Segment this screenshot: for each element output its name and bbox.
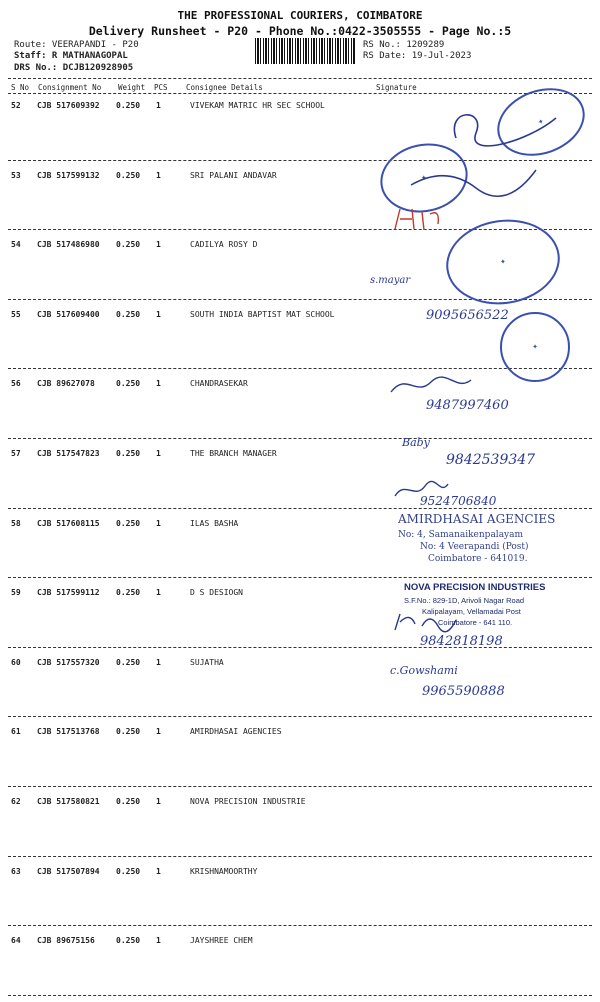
row-pcs: 1 bbox=[156, 518, 161, 528]
agency-stamp-line: Coimbatore - 641019. bbox=[428, 554, 528, 564]
col-pcs: PCS bbox=[154, 83, 168, 92]
row-consignment-no: CJB 89675156 bbox=[37, 936, 95, 946]
row-consignment-no: CJB 517609400 bbox=[37, 309, 100, 319]
row-divider bbox=[8, 786, 592, 787]
row-weight: 0.250 bbox=[116, 797, 141, 806]
row-sno: 57 bbox=[11, 449, 21, 458]
row-consignment-no: CJB 89627078 bbox=[37, 379, 95, 389]
row-consignee: SOUTH INDIA BAPTIST MAT SCHOOL bbox=[190, 309, 335, 319]
row-pcs: 1 bbox=[156, 449, 161, 458]
row-sno: 61 bbox=[11, 727, 21, 737]
row-sno: 56 bbox=[11, 379, 21, 389]
receiver-name: s.mayar bbox=[370, 275, 411, 286]
signature-scribble bbox=[406, 160, 546, 200]
bank-seal: ✦ bbox=[500, 312, 570, 382]
row-weight: 0.250 bbox=[116, 588, 141, 598]
row-consignment-no: CJB 517557320 bbox=[37, 657, 100, 667]
nova-stamp-line: Kalipalayam, Vellamadai Post bbox=[422, 607, 521, 616]
agency-stamp-line: No: 4, Samanaikenpalayam bbox=[398, 530, 524, 540]
temple-seal: ✦ bbox=[374, 136, 474, 221]
row-weight: 0.250 bbox=[116, 379, 141, 389]
row-consignment-no: CJB 517599132 bbox=[37, 170, 100, 180]
row-sno: 60 bbox=[11, 657, 21, 667]
row-consignee: KRISHNAMOORTHY bbox=[190, 866, 258, 876]
col-consignee: Consignee Details bbox=[186, 83, 263, 92]
row-weight: 0.250 bbox=[116, 101, 141, 110]
signature-scribble bbox=[390, 610, 460, 635]
row-consignee: THE BRANCH MANAGER bbox=[190, 449, 277, 458]
row-sno: 53 bbox=[11, 170, 21, 180]
row-sno: 62 bbox=[11, 797, 21, 806]
row-weight: 0.250 bbox=[116, 449, 141, 458]
receiver-phone: 9487997460 bbox=[426, 398, 509, 413]
row-consignment-no: CJB 517547823 bbox=[37, 449, 100, 458]
row-pcs: 1 bbox=[156, 727, 161, 737]
row-consignee: ILAS BASHA bbox=[190, 518, 239, 528]
row-consignee: JAYSHREE CHEM bbox=[190, 936, 253, 946]
row-pcs: 1 bbox=[156, 101, 161, 110]
receiver-phone: 9842539347 bbox=[446, 452, 536, 468]
table-row bbox=[0, 793, 600, 863]
rs-date: RS Date: 19-Jul-2023 bbox=[363, 51, 472, 61]
row-weight: 0.250 bbox=[116, 727, 141, 737]
row-divider bbox=[8, 925, 592, 926]
nova-stamp-name: NOVA PRECISION INDUSTRIES bbox=[404, 582, 546, 593]
receiver-phone: 9524706840 bbox=[420, 494, 497, 508]
row-pcs: 1 bbox=[156, 240, 161, 250]
row-weight: 0.250 bbox=[116, 657, 141, 667]
row-consignment-no: CJB 517609392 bbox=[37, 101, 100, 110]
drs-number: DRS No.: DCJB120928905 bbox=[14, 63, 134, 73]
row-consignee: CHANDRASEKAR bbox=[190, 379, 248, 389]
route-label: Route: VEERAPANDI - P20 bbox=[14, 40, 139, 50]
row-pcs: 1 bbox=[156, 797, 161, 806]
col-weight: Weight bbox=[118, 83, 146, 92]
row-consignment-no: CJB 517608115 bbox=[37, 518, 100, 528]
table-row bbox=[0, 932, 600, 1002]
row-weight: 0.250 bbox=[116, 866, 141, 876]
row-pcs: 1 bbox=[156, 170, 161, 180]
row-sno: 55 bbox=[11, 309, 21, 319]
row-pcs: 1 bbox=[156, 309, 161, 319]
row-consignee: AMIRDHASAI AGENCIES bbox=[190, 727, 282, 737]
agency-stamp-name: AMIRDHASAI AGENCIES bbox=[398, 512, 556, 526]
row-pcs: 1 bbox=[156, 866, 161, 876]
col-signature: Signature bbox=[376, 83, 417, 92]
row-divider bbox=[8, 995, 592, 996]
header-divider bbox=[8, 78, 592, 79]
staff-label: Staff: R MATHANAGOPAL bbox=[14, 51, 128, 61]
nova-stamp-line: Coimbatore - 641 110. bbox=[438, 618, 513, 627]
row-consignment-no: CJB 517507894 bbox=[37, 866, 100, 876]
barcode bbox=[255, 38, 355, 64]
col-consignment: Consignment No bbox=[38, 83, 102, 92]
row-sno: 63 bbox=[11, 866, 21, 876]
row-weight: 0.250 bbox=[116, 936, 141, 946]
row-sno: 64 bbox=[11, 936, 21, 946]
row-divider bbox=[8, 856, 592, 857]
row-sno: 58 bbox=[11, 518, 21, 528]
row-pcs: 1 bbox=[156, 588, 161, 598]
receiver-name: Baby bbox=[402, 436, 430, 449]
row-consignee: SUJATHA bbox=[190, 657, 224, 667]
row-weight: 0.250 bbox=[116, 240, 141, 250]
rs-number: RS No.: 1209289 bbox=[363, 40, 445, 50]
company-title: THE PROFESSIONAL COURIERS, COIMBATORE bbox=[177, 9, 423, 22]
receiver-phone: 9965590888 bbox=[422, 684, 505, 699]
agency-stamp-line: No: 4 Veerapandi (Post) bbox=[420, 542, 529, 552]
receiver-phone: 9842818198 bbox=[420, 634, 503, 649]
row-weight: 0.250 bbox=[116, 518, 141, 528]
row-sno: 52 bbox=[11, 101, 21, 110]
row-pcs: 1 bbox=[156, 657, 161, 667]
row-weight: 0.250 bbox=[116, 309, 141, 319]
red-initials bbox=[390, 204, 450, 234]
receiver-name: c.Gowshami bbox=[390, 664, 458, 677]
row-consignee: D S DESIOGN bbox=[190, 588, 243, 598]
row-consignment-no: CJB 517580821 bbox=[37, 797, 100, 806]
signature-column bbox=[370, 80, 600, 780]
row-consignment-no: CJB 517599112 bbox=[37, 588, 100, 598]
row-pcs: 1 bbox=[156, 379, 161, 389]
row-sno: 59 bbox=[11, 588, 21, 598]
row-consignee: CADILYA ROSY D bbox=[190, 240, 258, 250]
row-pcs: 1 bbox=[156, 936, 161, 946]
row-sno: 54 bbox=[11, 240, 21, 250]
nova-stamp-line: S.F.No.: 829-1D, Arivoli Nagar Road bbox=[404, 596, 525, 605]
row-consignment-no: CJB 517486980 bbox=[37, 240, 100, 250]
table-row bbox=[0, 863, 600, 933]
school-seal: ✦ bbox=[488, 77, 594, 168]
row-consignment-no: CJB 517513768 bbox=[37, 727, 100, 737]
signature-scribble bbox=[436, 98, 566, 158]
row-weight: 0.250 bbox=[116, 170, 141, 180]
baptist-school-seal: ✦ bbox=[441, 212, 566, 311]
col-sno: S No bbox=[11, 83, 30, 92]
runsheet-subtitle: Delivery Runsheet - P20 - Phone No.:0422-3505555 - Page No.:5 bbox=[88, 24, 512, 38]
row-consignee: VIVEKAM MATRIC HR SEC SCHOOL bbox=[190, 101, 325, 110]
row-consignee: NOVA PRECISION INDUSTRIE bbox=[190, 797, 306, 806]
receiver-phone: 9095656522 bbox=[426, 308, 509, 323]
row-consignee: SRI PALANI ANDAVAR bbox=[190, 170, 277, 180]
